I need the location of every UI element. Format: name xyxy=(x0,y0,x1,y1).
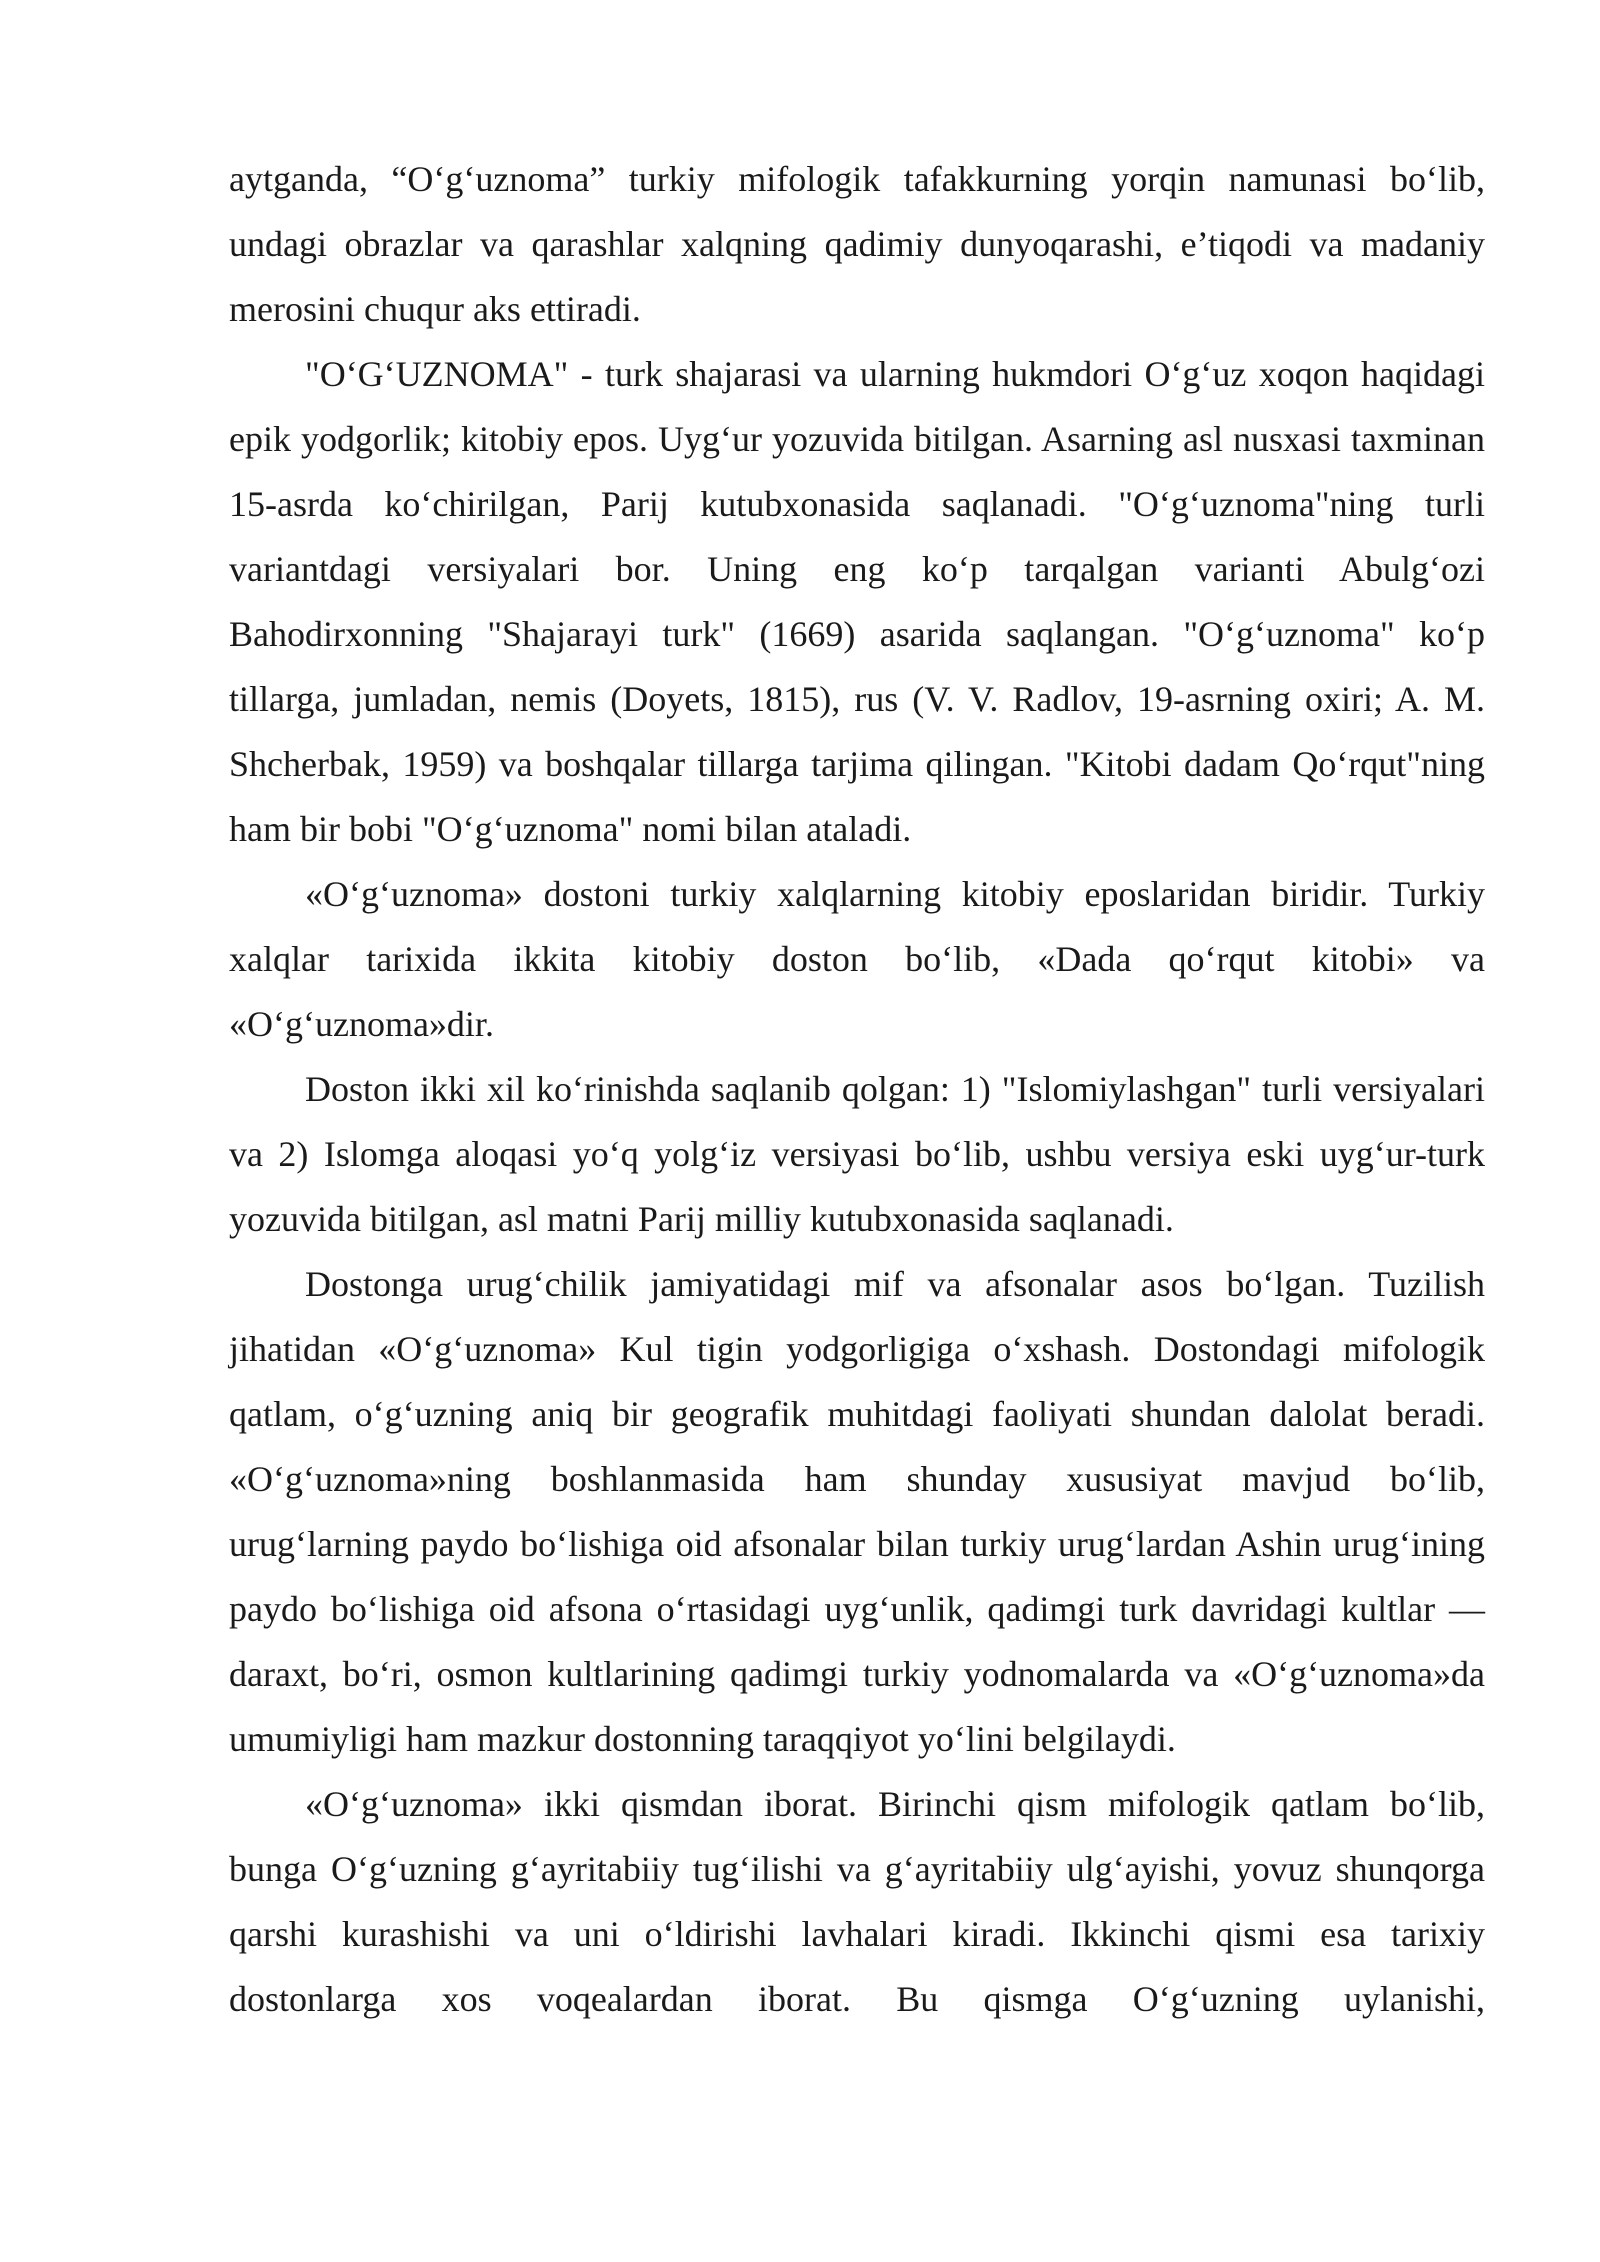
paragraph-4: Doston ikki xil ko‘rinishda saqlanib qolgan: 1) "Islomiylashgan" turli versiyalari va 2) Islomga aloqasi yo‘q yolg‘iz versiyasi bo‘lib, ushbu versiya eski uyg‘ur-turk yozuvida bitilgan, asl matni Parij milliy kutubxonasida saqlanadi. xyxy=(229,1069,1485,1239)
paragraph-3: «O‘g‘uznoma» dostoni turkiy xalqlarning kitobiy eposlaridan biridir. Turkiy xalqlar tarixida ikkita kitobiy doston bo‘lib, «Dada qo‘rqut kitobi» va «O‘g‘uznoma»dir. xyxy=(229,874,1485,1044)
paragraph-1: aytganda, “O‘g‘uznoma” turkiy mifologik tafakkurning yorqin namunasi bo‘lib, undagi obrazlar va qarashlar xalqning qadimiy dunyoqarashi, e’tiqodi va madaniy merosini chuqur aks ettiradi. xyxy=(229,159,1485,329)
paragraph-6: «O‘g‘uznoma» ikki qismdan iborat. Birinchi qism mifologik qatlam bo‘lib, bunga O‘g‘uzning g‘ayritabiiy tug‘ilishi va g‘ayritabiiy ulg‘ayishi, yovuz shunqorga qarshi kurashishi va uni o‘ldirishi lavhalari kiradi. Ikkinchi qismi esa tarixiy dostonlarga xos voqealardan iborat. Bu qismga O‘g‘uzning uylanishi, xyxy=(229,1784,1485,2019)
paragraph-5: Dostonga urug‘chilik jamiyatidagi mif va afsonalar asos bo‘lgan. Tuzilish jihatidan «O‘g‘uznoma» Kul tigin yodgorligiga o‘xshash. Dostondagi mifologik qatlam, o‘g‘uzning aniq bir geografik muhitdagi faoliyati shundan dalolat beradi. «O‘g‘uznoma»ning boshlanmasida ham shunday xususiyat mavjud bo‘lib, urug‘larning paydo bo‘lishiga oid afsonalar bilan turkiy urug‘lardan Ashin urug‘ining paydo bo‘lishiga oid afsona o‘rtasidagi uyg‘unlik, qadimgi turk davridagi kultlar — daraxt, bo‘ri, osmon kultlarining qadimgi turkiy yodnomalarda va «O‘g‘uznoma»da umumiyligi ham mazkur dostonning taraqqiyot yo‘lini belgilaydi. xyxy=(229,1264,1485,1759)
body-text xyxy=(229,147,1485,2032)
paragraph-2: "O‘G‘UZNOMA" - turk shajarasi va ularning hukmdori O‘g‘uz xoqon haqidagi epik yodgorlik; kitobiy epos. Uyg‘ur yozuvida bitilgan. Asarning asl nusxasi taxminan 15-asrda ko‘chirilgan, Parij kutubxonasida saqlanadi. "O‘g‘uznoma"ning turli variantdagi versiyalari bor. Uning eng ko‘p tarqalgan varianti Abulg‘ozi Bahodirxonning "Shajarayi turk" (1669) asarida saqlangan. "O‘g‘uznoma" ko‘p tillarga, jumladan, nemis (Doyets, 1815), rus (V. V. Radlov, 19-asrning oxiri; A. M. Shcherbak, 1959) va boshqalar tillarga tarjima qilingan. "Kitobi dadam Qo‘rqut"ning ham bir bobi "O‘g‘uznoma" nomi bilan ataladi. xyxy=(229,354,1485,849)
